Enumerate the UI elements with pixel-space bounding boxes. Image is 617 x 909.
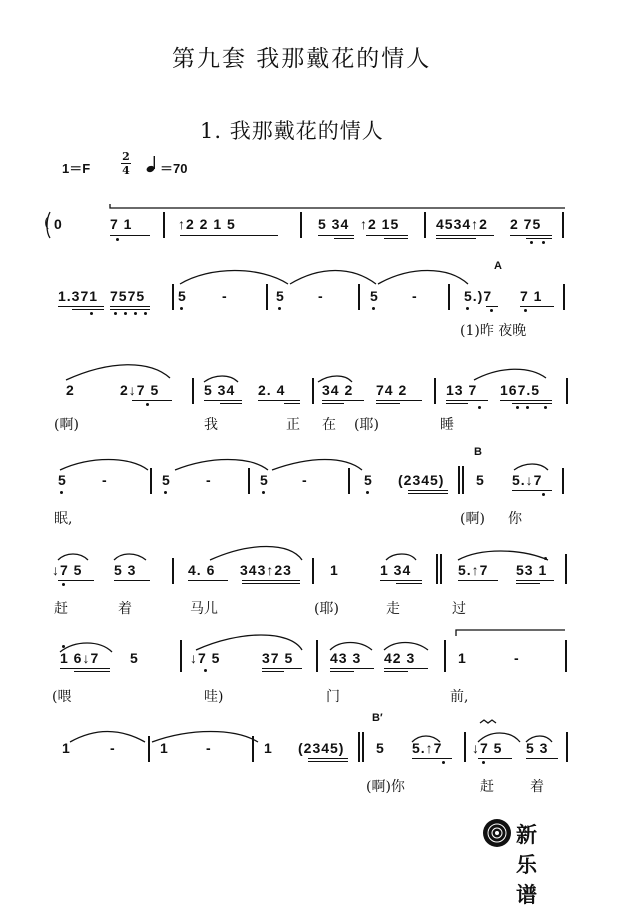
dash: - bbox=[206, 472, 212, 488]
underline bbox=[516, 580, 554, 581]
lyric: 哇) bbox=[204, 689, 224, 705]
note-group: ↑2 15 bbox=[360, 216, 400, 232]
underline bbox=[412, 758, 452, 759]
underline bbox=[446, 403, 468, 404]
lyric: 走 bbox=[386, 601, 400, 617]
quarter-note-icon bbox=[146, 155, 158, 173]
bar-line bbox=[440, 554, 442, 584]
underline bbox=[478, 758, 512, 759]
octave-dot bbox=[134, 312, 137, 315]
bar-line bbox=[248, 468, 250, 494]
underline bbox=[384, 671, 408, 672]
underline bbox=[284, 403, 300, 404]
dash: - bbox=[102, 472, 108, 488]
song-title: 1. 我那戴花的情人 bbox=[200, 119, 384, 143]
lyric: (耶) bbox=[354, 417, 379, 433]
lyric: 你 bbox=[508, 511, 522, 527]
bar-line bbox=[565, 640, 567, 672]
lyric: 我 bbox=[204, 417, 218, 433]
bar-line bbox=[563, 284, 565, 310]
note-group: 13 7 bbox=[446, 382, 478, 398]
dash: - bbox=[302, 472, 308, 488]
bar-line bbox=[348, 468, 350, 494]
underline bbox=[446, 400, 488, 401]
note-group: 4. 6 bbox=[188, 562, 216, 578]
note-group: 53 1 bbox=[516, 562, 548, 578]
octave-dot bbox=[542, 241, 545, 244]
note-group: 7575 bbox=[110, 288, 146, 304]
bar-line bbox=[464, 732, 466, 762]
bar-line bbox=[566, 378, 568, 404]
tempo-bpm: ＝70 bbox=[160, 161, 188, 176]
bar-line bbox=[562, 468, 564, 494]
open-paren: ( bbox=[44, 215, 50, 231]
lyric: 前, bbox=[450, 689, 469, 705]
lyric: 着 bbox=[530, 779, 544, 795]
underline bbox=[516, 583, 540, 584]
lyric: 着 bbox=[118, 601, 132, 617]
underline bbox=[330, 668, 374, 669]
note-group: 7 1 bbox=[110, 216, 133, 232]
dash: - bbox=[222, 288, 228, 304]
underline bbox=[380, 580, 422, 581]
dash: - bbox=[110, 740, 116, 756]
section-mark: B bbox=[474, 446, 482, 458]
note: 1 bbox=[264, 740, 273, 756]
bar-line bbox=[448, 284, 450, 310]
bar-line bbox=[312, 378, 314, 404]
underline bbox=[520, 306, 554, 307]
underline bbox=[526, 758, 558, 759]
bar-line bbox=[172, 558, 174, 584]
note: 1 bbox=[160, 740, 169, 756]
note-group: 7 1 bbox=[520, 288, 543, 304]
underline bbox=[60, 668, 110, 669]
note: 2 bbox=[66, 382, 75, 398]
underline bbox=[376, 400, 422, 401]
note-group: 2. 4 bbox=[258, 382, 286, 398]
note: 5 bbox=[162, 472, 171, 488]
octave-dot bbox=[146, 403, 149, 406]
bar-line bbox=[192, 378, 194, 404]
underline bbox=[72, 309, 104, 310]
underline bbox=[510, 235, 552, 236]
note-group: (2345) bbox=[398, 472, 445, 488]
lyric: 眠, bbox=[54, 511, 73, 527]
bar-line bbox=[180, 640, 182, 672]
octave-dot bbox=[466, 307, 469, 310]
underline bbox=[318, 235, 354, 236]
octave-dot bbox=[442, 761, 445, 764]
bar-line bbox=[172, 284, 174, 310]
octave-dot bbox=[278, 307, 281, 310]
octave-dot bbox=[262, 491, 265, 494]
note: 1 bbox=[458, 650, 467, 666]
underline bbox=[376, 403, 400, 404]
section-mark: B′ bbox=[372, 712, 383, 724]
underline bbox=[308, 758, 348, 759]
lyric: 正 bbox=[286, 417, 300, 433]
note-group: 2↓7 5 bbox=[120, 382, 160, 398]
lyric: (啊) bbox=[460, 511, 485, 527]
underline bbox=[110, 309, 150, 310]
lyric: (耶) bbox=[314, 601, 339, 617]
underline bbox=[334, 238, 354, 239]
octave-dot bbox=[482, 761, 485, 764]
note-group: 167.5 bbox=[500, 382, 541, 398]
bar-line bbox=[424, 212, 426, 238]
octave-dot bbox=[372, 307, 375, 310]
bar-line bbox=[312, 558, 314, 584]
underline bbox=[132, 400, 172, 401]
logo-text: 新乐谱 bbox=[516, 823, 537, 907]
lyric: (喂 bbox=[52, 689, 72, 705]
underline bbox=[436, 235, 494, 236]
bar-line bbox=[300, 212, 302, 238]
note-group: 5 34 bbox=[204, 382, 236, 398]
bar-line bbox=[252, 736, 254, 762]
octave-dot bbox=[164, 491, 167, 494]
underline bbox=[384, 238, 408, 239]
octave-dot bbox=[544, 406, 547, 409]
note: 5 bbox=[260, 472, 269, 488]
note-group: 42 3 bbox=[384, 650, 416, 666]
note-group: ↓7 5 bbox=[472, 740, 503, 756]
underline bbox=[408, 493, 448, 494]
octave-dot bbox=[60, 491, 63, 494]
octave-dot bbox=[490, 309, 493, 312]
octave-dot bbox=[114, 312, 117, 315]
bar-line bbox=[163, 212, 165, 238]
bar-line bbox=[462, 466, 464, 494]
octave-dot bbox=[366, 491, 369, 494]
note-group: ↑2 2 1 5 bbox=[178, 216, 236, 232]
octave-dot bbox=[144, 312, 147, 315]
lyric: 在 bbox=[322, 417, 336, 433]
bar-line bbox=[362, 732, 364, 762]
octave-dot bbox=[180, 307, 183, 310]
underline bbox=[58, 306, 104, 307]
bar-line bbox=[458, 466, 460, 494]
bar-line bbox=[358, 284, 360, 310]
underline bbox=[408, 490, 448, 491]
note-group: 5.↑7 bbox=[458, 562, 489, 578]
note-group: 343↑23 bbox=[240, 562, 292, 578]
lyric: (啊)你 bbox=[366, 779, 405, 795]
lyric: 赶 bbox=[480, 779, 494, 795]
note: 5 bbox=[178, 288, 187, 304]
note-group: 1 34 bbox=[380, 562, 412, 578]
note: 5 bbox=[370, 288, 379, 304]
note-group: (2345) bbox=[298, 740, 345, 756]
disc-icon bbox=[482, 818, 512, 848]
underline bbox=[458, 580, 498, 581]
underline bbox=[330, 671, 354, 672]
octave-dot bbox=[90, 312, 93, 315]
underline bbox=[242, 580, 300, 581]
note-group: 5 3 bbox=[526, 740, 549, 756]
note-group: 5.↓7 bbox=[512, 472, 543, 488]
octave-dot bbox=[62, 645, 65, 648]
bar-line bbox=[316, 640, 318, 672]
rest-note: 0 bbox=[54, 216, 63, 232]
bar-line bbox=[436, 554, 438, 584]
note-group: 37 5 bbox=[262, 650, 294, 666]
underline bbox=[58, 580, 94, 581]
bar-line bbox=[358, 732, 360, 762]
underline bbox=[512, 490, 552, 491]
note-group: ↓7 5 bbox=[190, 650, 221, 666]
dash: - bbox=[514, 650, 520, 666]
underline bbox=[436, 238, 476, 239]
underline bbox=[258, 400, 300, 401]
octave-dot bbox=[204, 669, 207, 672]
bar-line bbox=[150, 468, 152, 494]
underline bbox=[322, 400, 364, 401]
underline bbox=[366, 235, 408, 236]
bar-line bbox=[565, 554, 567, 584]
lyric: 赶 bbox=[54, 601, 68, 617]
lyric: 过 bbox=[452, 601, 466, 617]
octave-dot bbox=[124, 312, 127, 315]
underline bbox=[500, 400, 552, 401]
time-signature-top: 2 bbox=[122, 150, 130, 163]
underline bbox=[486, 306, 498, 307]
note: 5 bbox=[476, 472, 485, 488]
note: 1 bbox=[62, 740, 71, 756]
note-group: 1.371 bbox=[58, 288, 99, 304]
note-group: 5 34 bbox=[318, 216, 350, 232]
note-group: 5.↑7 bbox=[412, 740, 443, 756]
note: 5 bbox=[376, 740, 385, 756]
note: 1 bbox=[330, 562, 339, 578]
underline bbox=[322, 403, 344, 404]
dash: - bbox=[412, 288, 418, 304]
note: 5 bbox=[58, 472, 67, 488]
octave-dot bbox=[526, 406, 529, 409]
key-signature: 1＝F bbox=[62, 161, 91, 176]
underline bbox=[512, 403, 552, 404]
underline bbox=[110, 306, 150, 307]
octave-dot bbox=[530, 241, 533, 244]
bar-line bbox=[434, 378, 436, 404]
underline bbox=[114, 580, 150, 581]
note-group: 2 75 bbox=[510, 216, 542, 232]
dash: - bbox=[318, 288, 324, 304]
note-group: 5.)7 bbox=[464, 288, 493, 304]
octave-dot bbox=[478, 406, 481, 409]
lyric: 门 bbox=[326, 689, 340, 705]
note: 5 bbox=[364, 472, 373, 488]
octave-dot bbox=[544, 557, 547, 560]
octave-dot bbox=[116, 238, 119, 241]
lyric-line: (1)昨 夜晚 bbox=[460, 323, 527, 339]
underline bbox=[242, 583, 300, 584]
underline bbox=[110, 235, 150, 236]
octave-dot bbox=[62, 583, 65, 586]
lyric: 马儿 bbox=[190, 601, 218, 617]
underline bbox=[262, 668, 302, 669]
note-group: ↓7 5 bbox=[52, 562, 83, 578]
note: 5 bbox=[130, 650, 139, 666]
note-group: 1 6↓7 bbox=[60, 650, 100, 666]
underline bbox=[220, 403, 242, 404]
octave-dot bbox=[542, 493, 545, 496]
bar-line bbox=[266, 284, 268, 310]
bar-line bbox=[444, 640, 446, 672]
note-group: 5 3 bbox=[114, 562, 137, 578]
note-group: 4534↑2 bbox=[436, 216, 488, 232]
dash: - bbox=[206, 740, 212, 756]
underline bbox=[308, 761, 348, 762]
bar-line bbox=[562, 212, 564, 238]
underline bbox=[384, 668, 428, 669]
section-mark: A bbox=[494, 260, 502, 272]
bar-line bbox=[148, 736, 150, 762]
time-signature-bottom: 4 bbox=[122, 164, 130, 177]
underline bbox=[188, 580, 228, 581]
underline bbox=[180, 235, 278, 236]
bar-line bbox=[566, 732, 568, 762]
note: 5 bbox=[276, 288, 285, 304]
underline bbox=[74, 671, 110, 672]
note-group: 74 2 bbox=[376, 382, 408, 398]
underline bbox=[204, 400, 242, 401]
lyric: (啊) bbox=[54, 417, 79, 433]
lyric: 睡 bbox=[440, 417, 454, 433]
octave-dot bbox=[524, 309, 527, 312]
underline bbox=[396, 583, 422, 584]
octave-dot bbox=[516, 406, 519, 409]
underline bbox=[262, 671, 284, 672]
underline bbox=[526, 238, 552, 239]
note-group: 34 2 bbox=[322, 382, 354, 398]
page-title: 第九套 我那戴花的情人 bbox=[172, 46, 432, 72]
note-group: 43 3 bbox=[330, 650, 362, 666]
